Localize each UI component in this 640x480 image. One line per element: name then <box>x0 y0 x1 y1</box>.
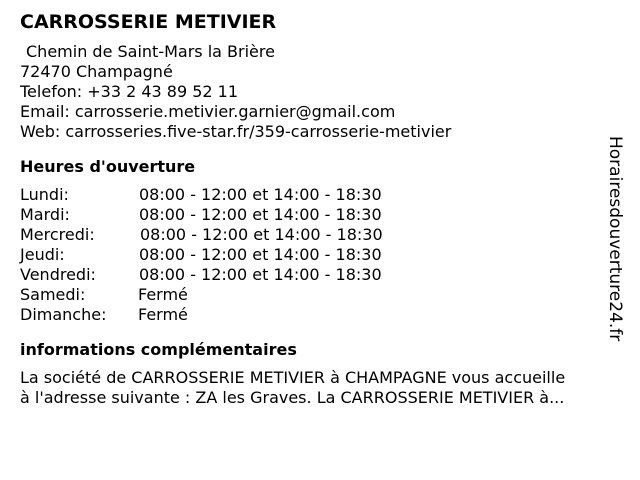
description-line-1: La société de CARROSSERIE METIVIER à CHAMPAGNE vous accueille <box>20 368 566 387</box>
day-label: Dimanche: <box>20 305 107 324</box>
watermark-text: Horairesdouverture24.fr <box>605 136 625 342</box>
day-hours: 08:00 - 12:00 et 14:00 - 18:30 <box>139 245 382 264</box>
opening-hours-heading: Heures d'ouverture <box>20 157 196 176</box>
day-label: Mardi: <box>20 205 70 224</box>
day-label: Jeudi: <box>20 245 65 264</box>
day-hours: 08:00 - 12:00 et 14:00 - 18:30 <box>140 225 383 244</box>
description-line-2: à l'adresse suivante : ZA les Graves. La CARROSSERIE METIVIER à... <box>20 388 565 407</box>
address-postal-city: 72470 Champagné <box>20 62 173 81</box>
email-line: Email: carrosserie.metivier.garnier@gmail.com <box>20 102 396 121</box>
opening-hours-table <box>20 185 620 325</box>
day-label: Mercredi: <box>20 225 95 244</box>
hours-row-tuesday <box>20 205 620 225</box>
hours-row-sunday <box>20 305 620 325</box>
hours-row-saturday <box>20 285 620 305</box>
day-label: Vendredi: <box>20 265 96 284</box>
day-label: Lundi: <box>20 185 69 204</box>
phone-line: Telefon: +33 2 43 89 52 11 <box>20 82 239 101</box>
hours-row-monday <box>20 185 620 205</box>
hours-row-wednesday <box>20 225 620 245</box>
day-hours: Fermé <box>138 285 188 304</box>
business-name: CARROSSERIE METIVIER <box>20 11 277 33</box>
hours-row-thursday <box>20 245 620 265</box>
address-street: Chemin de Saint-Mars la Brière <box>26 42 275 61</box>
additional-info-heading: informations complémentaires <box>20 340 297 359</box>
day-hours: 08:00 - 12:00 et 14:00 - 18:30 <box>139 265 382 284</box>
day-hours: Fermé <box>138 305 188 324</box>
day-hours: 08:00 - 12:00 et 14:00 - 18:30 <box>139 205 382 224</box>
website-line: Web: carrosseries.five-star.fr/359-carrosserie-metivier <box>20 122 452 141</box>
day-hours: 08:00 - 12:00 et 14:00 - 18:30 <box>139 185 382 204</box>
business-card <box>20 8 620 408</box>
hours-row-friday <box>20 265 620 285</box>
day-label: Samedi: <box>20 285 86 304</box>
